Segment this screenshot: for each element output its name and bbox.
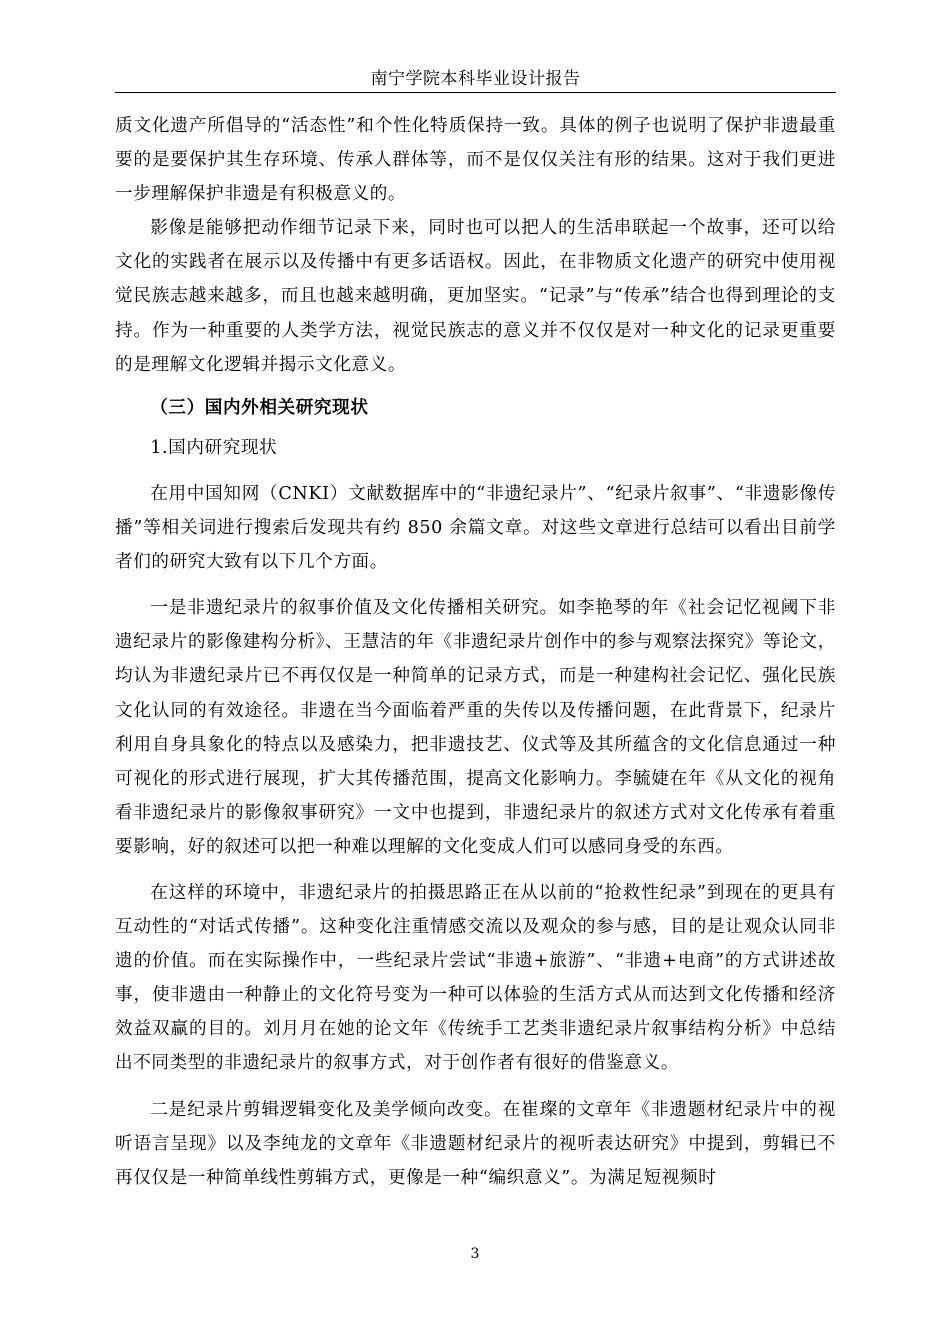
body-text <box>115 109 836 1195</box>
paragraph-continued: 质文化遗产所倡导的“活态性”和个性化特质保持一致。具体的例子也说明了保护非遗最重要的是要保护其生存环境、传承人群体等，而不是仅仅关注有形的结果。这对于我们更进一步理解保护非遗是有积极意义的。 <box>115 116 836 205</box>
sub-heading: 1.国内研究现状 <box>150 437 278 458</box>
paragraph-visual-ethnography: 影像是能够把动作细节记录下来，同时也可以把人的生活串联起一个故事，还可以给文化的实践者在展示以及传播中有更多话语权。因此，在非物质文化遗产的研究中使用视觉民族志越来越多，而且也越来越明确，更加坚实。“记录”与“传承”结合也得到理论的支持。作为一种重要的人类学方法，视觉民族志的意义并不仅仅是对一种文化的记录更重要的是理解文化逻辑并揭示文化意义。 <box>115 218 836 375</box>
header-rule <box>115 92 836 93</box>
running-header: 南宁学院本科毕业设计报告 <box>370 69 581 89</box>
paragraph-editing-logic: 二是纪录片剪辑逻辑变化及美学倾向改变。在崔璨的文章年《非遗题材纪录片中的视听语言呈现》以及李纯龙的文章年《非遗题材纪录片的视听表达研究》中提到，剪辑已不再仅仅是一种简单线性剪辑方式，更像是一种“编织意义”。为满足短视频时 <box>115 1099 836 1188</box>
page-number: 3 <box>470 1246 480 1262</box>
paragraph-dialogue-communication: 在这样的环境中，非遗纪录片的拍摄思路正在从以前的“抢救性纪录”到现在的更具有互动性的“对话式传播”。这种变化注重情感交流以及观众的参与感，目的是让观众认同非遗的价值。而在实际操作中，一些纪录片尝试“非遗+旅游”、“非遗+电商”的方式讲述故事，使非遗由一种静止的文化符号变为一种可以体验的生活方式从而达到文化传播和经济效益双赢的目的。刘月月在她的论文年《传统手工艺类非遗纪录片叙事结构分析》中总结出不同类型的非遗纪录片的叙事方式，对于创作者有很好的借鉴意义。 <box>115 882 836 1074</box>
paragraph-narrative-value: 一是非遗纪录片的叙事价值及文化传播相关研究。如李艳琴的年《社会记忆视阈下非遗纪录片的影像建构分析》、王慧洁的年《非遗纪录片创作中的参与观察法探究》等论文，均认为非遗纪录片已不再仅仅是一种简单的记录方式，而是一种建构社会记忆、强化民族文化认同的有效途径。非遗在当今面临着严重的失传以及传播问题，在此背景下，纪录片利用自身具象化的特点以及感染力，把非遗技艺、仪式等及其所蕴含的文化信息通过一种可视化的形式进行展现，扩大其传播范围，提高文化影响力。李毓婕在年《从文化的视角看非遗纪录片的影像叙事研究》一文中也提到，非遗纪录片的叙述方式对文化传承有着重要影响，好的叙述可以把一种难以理解的文化变成人们可以感同身受的东西。 <box>115 598 836 857</box>
section-heading: （三）国内外相关研究现状 <box>150 396 369 418</box>
paragraph-cnki-search: 在用中国知网（CNKI）文献数据库中的“非遗纪录片”、“纪录片叙事”、“非遗影像传播”等相关词进行搜索后发现共有约 850 余篇文章。对这些文章进行总结可以看出目前学者们的研究大致有以下几个方面。 <box>115 483 836 573</box>
